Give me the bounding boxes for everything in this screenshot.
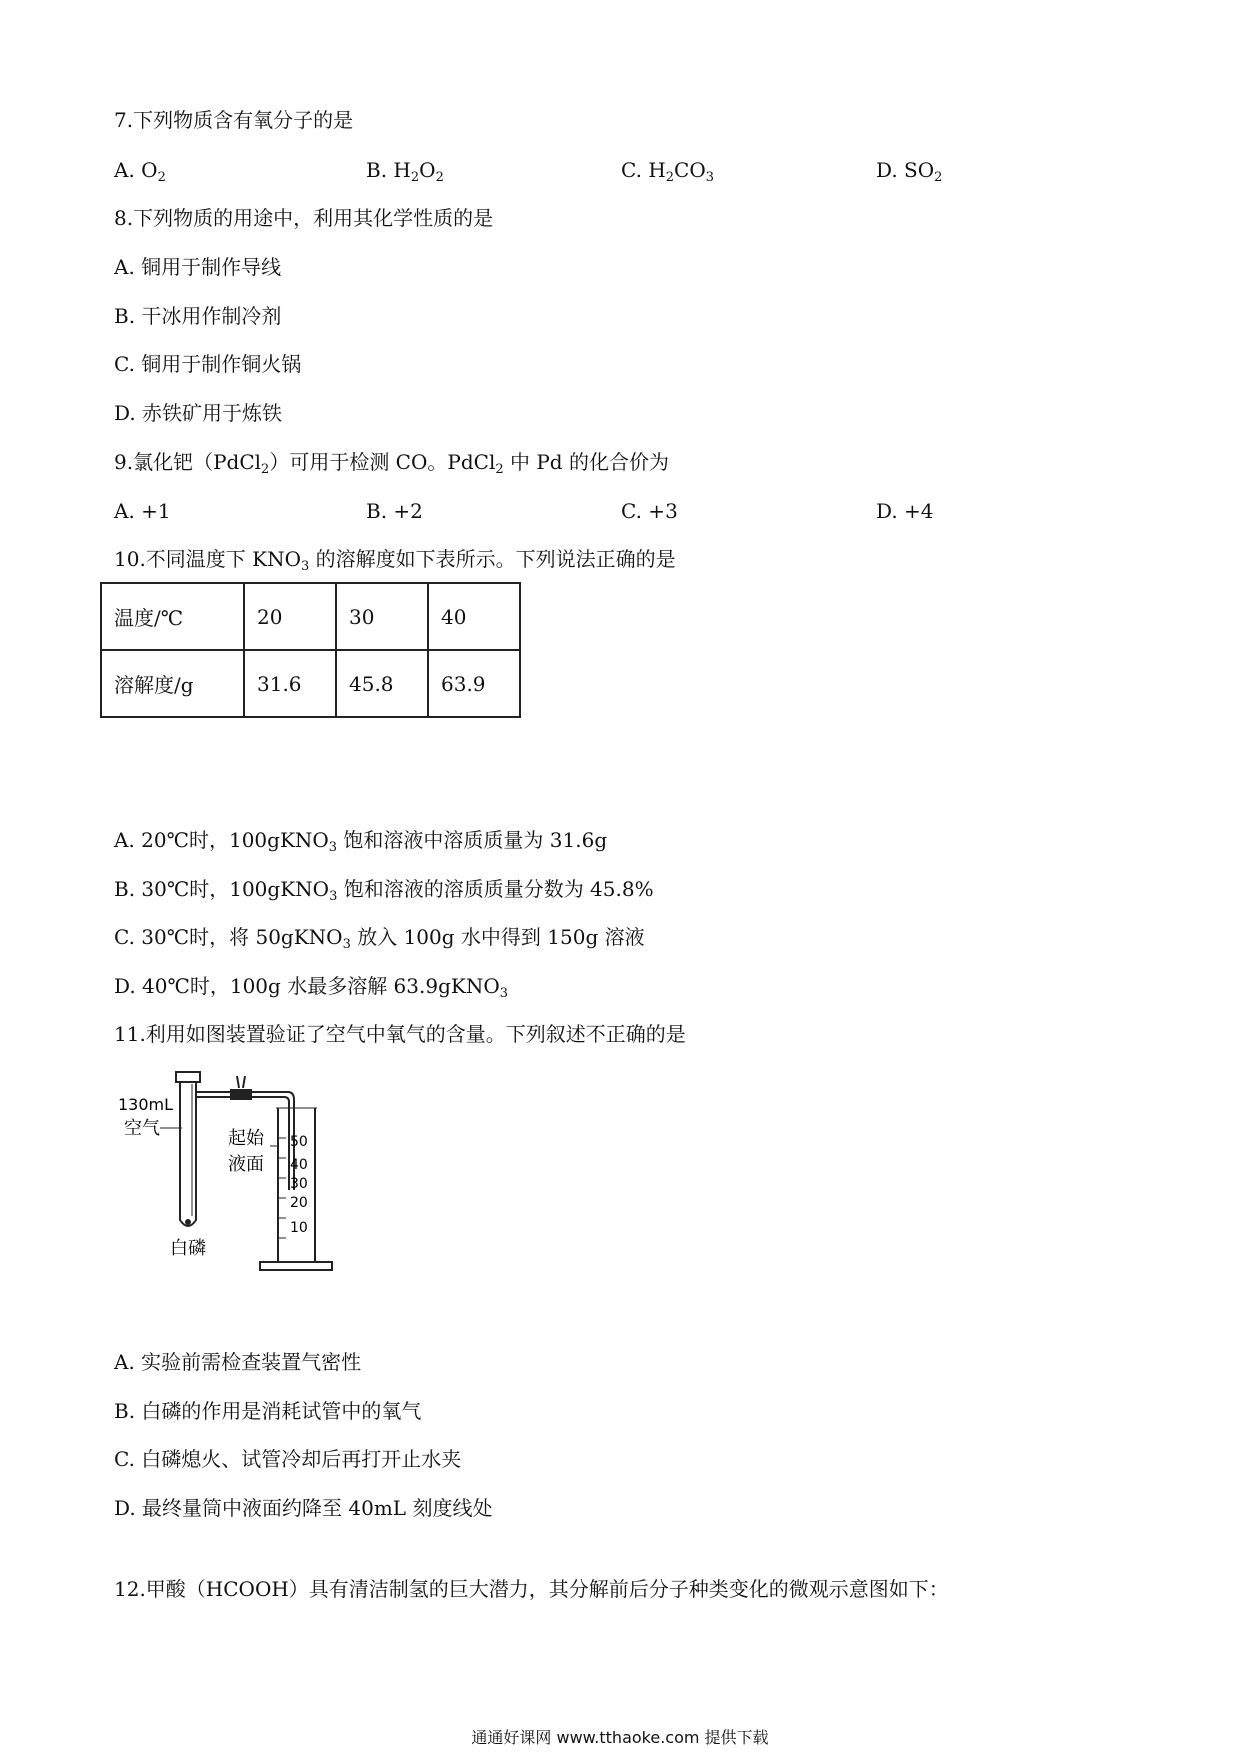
q11-stem: 11.利用如图装置验证了空气中氧气的含量。下列叙述不正确的是 bbox=[114, 1022, 686, 1046]
volume-label: 130mL bbox=[118, 1095, 174, 1114]
tick-label: 10 bbox=[290, 1220, 308, 1236]
tick-label: 20 bbox=[290, 1195, 308, 1211]
page-footer: 通通好课网 www.tthaoke.com 提供下载 bbox=[471, 1728, 769, 1747]
q7-option-d: D. $SO_2$ bbox=[876, 158, 943, 185]
q11-option-b: B. 白磷的作用是消耗试管中的氧气 bbox=[114, 1399, 422, 1423]
q11-option-d: D. 最终量筒中液面约降至 40mL 刻度线处 bbox=[114, 1496, 493, 1520]
table-cell: 温度/℃ bbox=[101, 583, 244, 650]
start-level-label: 起始 bbox=[228, 1128, 264, 1149]
table-cell: 31.6 bbox=[244, 650, 336, 717]
q10-option-b: B. 30℃时，100gKNO$_3$ 饱和溶液的溶质质量分数为 45.8% bbox=[114, 877, 654, 904]
table-cell: 30 bbox=[336, 583, 428, 650]
q7-option-c: C. $H_2CO_3$ bbox=[621, 158, 715, 185]
q10-stem: 10.不同温度下 $KNO_3$ 的溶解度如下表所示。下列说法正确的是 bbox=[114, 547, 676, 574]
tick-label: 40 bbox=[290, 1157, 308, 1173]
q8-option-c: C. 铜用于制作铜火锅 bbox=[114, 352, 302, 376]
q7-option-b: B. $H_2O_2$ bbox=[366, 158, 444, 185]
q10-option-c: C. 30℃时，将 50gKNO$_3$ 放入 100g 水中得到 150g 溶液 bbox=[114, 925, 645, 952]
q9-stem: 9.氯化钯（PdCl$_2$）可用于检测 CO。PdCl$_2$ 中 Pd 的化合价为 bbox=[114, 450, 669, 477]
start-level-label-2: 液面 bbox=[228, 1154, 264, 1175]
q10-option-a: A. 20℃时，100gKNO$_3$ 饱和溶液中溶质质量为 31.6g bbox=[114, 828, 608, 855]
phosphorus-label: 白磷 bbox=[170, 1238, 206, 1259]
q7-option-a: A. $O_2$ bbox=[114, 158, 166, 185]
table-row bbox=[101, 583, 520, 650]
solubility-table bbox=[100, 582, 521, 718]
q9-option-c: C. +3 bbox=[621, 499, 678, 523]
q8-option-d: D. 赤铁矿用于炼铁 bbox=[114, 401, 283, 425]
oxygen-apparatus-diagram bbox=[110, 1070, 350, 1278]
q10-option-d: D. 40℃时，100g 水最多溶解 63.9gKNO$_3$ bbox=[114, 974, 509, 1001]
q9-option-b: B. +2 bbox=[366, 499, 423, 523]
table-cell: 63.9 bbox=[428, 650, 520, 717]
q11-option-c: C. 白磷熄火、试管冷却后再打开止水夹 bbox=[114, 1447, 462, 1471]
table-cell: 40 bbox=[428, 583, 520, 650]
q12-stem: 12.甲酸（HCOOH）具有清洁制氢的巨大潜力，其分解前后分子种类变化的微观示意图如下： bbox=[114, 1577, 949, 1601]
table-cell: 溶解度/g bbox=[101, 650, 244, 717]
table-row bbox=[101, 650, 520, 717]
q9-option-a: A. +1 bbox=[114, 499, 171, 523]
q8-stem: 8.下列物质的用途中，利用其化学性质的是 bbox=[114, 206, 494, 230]
tick-label: 50 bbox=[290, 1134, 308, 1150]
q8-option-b: B. 干冰用作制冷剂 bbox=[114, 304, 282, 328]
q7-stem: 7.下列物质含有氧分子的是 bbox=[114, 108, 354, 132]
q8-option-a: A. 铜用于制作导线 bbox=[114, 255, 282, 279]
q11-option-a: A. 实验前需检查装置气密性 bbox=[114, 1350, 362, 1374]
table-cell: 20 bbox=[244, 583, 336, 650]
air-label: 空气 bbox=[124, 1118, 160, 1139]
tick-label: 30 bbox=[290, 1176, 308, 1192]
table-cell: 45.8 bbox=[336, 650, 428, 717]
q9-option-d: D. +4 bbox=[876, 499, 934, 523]
